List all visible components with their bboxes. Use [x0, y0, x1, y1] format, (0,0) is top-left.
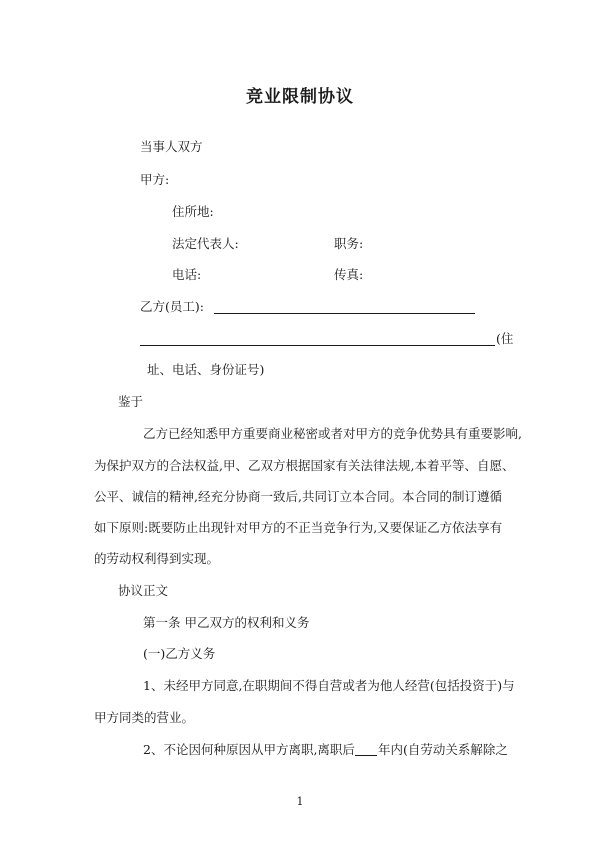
preamble-line: 的劳动权利得到实现。 — [94, 551, 220, 566]
party-b-label: 乙方(员工): — [140, 299, 204, 314]
whereas-label: 鉴于 — [118, 394, 144, 409]
party-b-tail: (住 — [496, 331, 514, 346]
clause-2-prefix: 2、不论因何种原因从甲方离职,离职后 — [143, 742, 355, 757]
party-b-info-blank — [140, 345, 495, 346]
party-b-note: 址、电话、身份证号) — [147, 362, 265, 377]
party-b-name-blank — [214, 313, 475, 314]
preamble-line: 为保护双方的合法权益,甲、乙双方根据国家有关法律法规,本着平等、自愿、 — [94, 458, 515, 473]
preamble-line: 公平、诚信的精神,经充分协商一致后,共同订立本合同。本合同的制订遵循 — [94, 489, 502, 504]
clause-2-years-blank — [355, 755, 377, 756]
preamble-line: 乙方已经知悉甲方重要商业秘密或者对甲方的竞争优势具有重要影响, — [143, 426, 522, 441]
section-1-title: (一)乙方义务 — [143, 646, 216, 661]
document-title: 竞业限制协议 — [246, 87, 354, 107]
clause-1-line: 1、未经甲方同意,在职期间不得自营或者为他人经营(包括投资于)与 — [143, 678, 515, 693]
clause-1-line: 甲方同类的营业。 — [94, 710, 195, 725]
clause-2-suffix: 年内(自劳动关系解除之 — [378, 742, 508, 757]
legal-rep-label: 法定代表人: — [172, 236, 239, 251]
parties-heading: 当事人双方 — [140, 139, 203, 154]
article-1-title: 第一条 甲乙双方的权利和义务 — [143, 615, 310, 630]
party-a-label: 甲方: — [140, 172, 170, 187]
body-label: 协议正文 — [118, 583, 169, 598]
preamble-line: 如下原则:既要防止出现针对甲方的不正当竞争行为,又要保证乙方依法享有 — [94, 520, 503, 535]
phone-label: 电话: — [172, 267, 202, 282]
position-label: 职务: — [334, 236, 364, 251]
address-label: 住所地: — [172, 204, 214, 219]
fax-label: 传真: — [334, 267, 364, 282]
page-number: 1 — [296, 795, 304, 808]
